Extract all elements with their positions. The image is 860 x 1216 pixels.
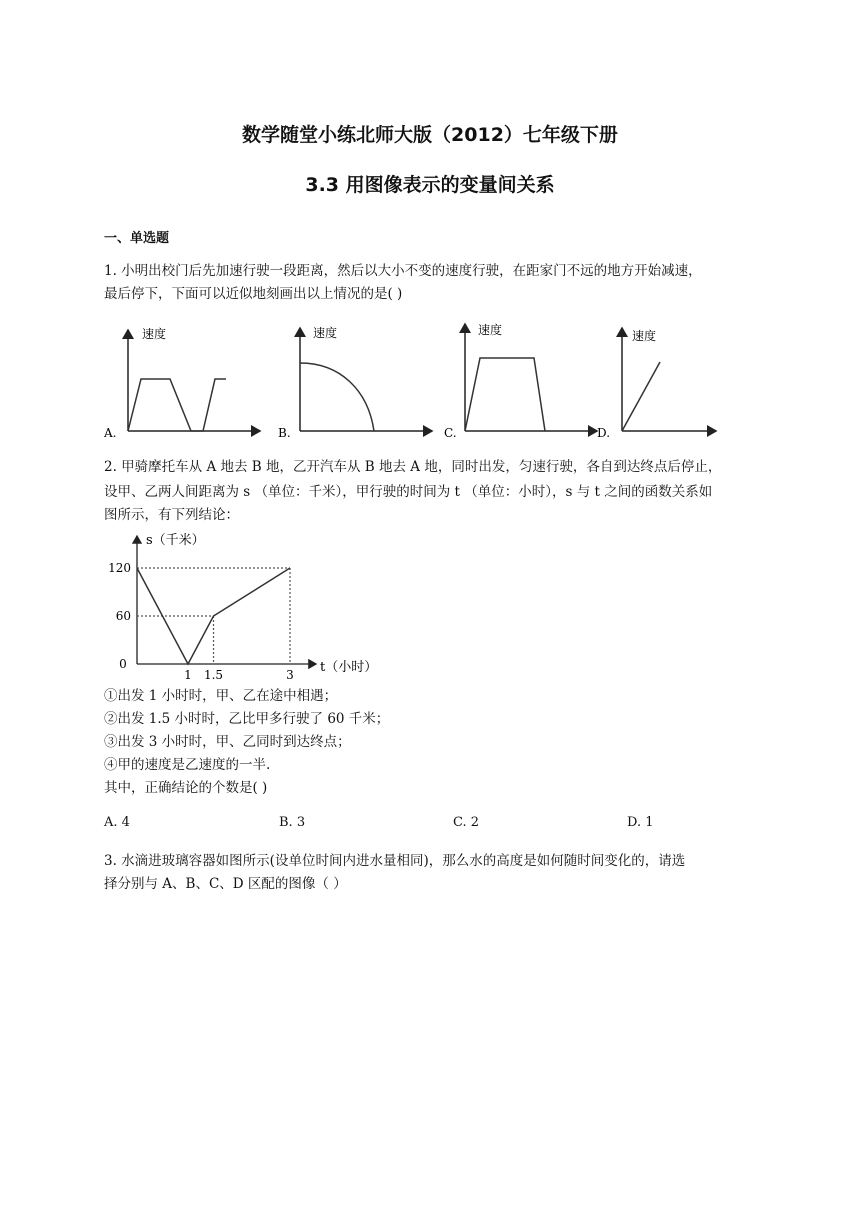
q2-text-line3: 图所示，有下列结论：: [104, 507, 239, 523]
q1-option-b: B.: [278, 426, 291, 440]
q1-graph-a: [103, 326, 260, 440]
q2-ytick-1: 60: [115, 609, 131, 623]
q2-text-line2: 设甲、乙两人间距离为 s （单位：千米），甲行驶的时间为 t （单位：小时），s 与 t 之间的函数关系如: [104, 484, 713, 500]
q2-text-line1: 2. 甲骑摩托车从 A 地去 B 地，乙开汽车从 B 地去 A 地，同时出发，匀速行驶，各自到达终点后停止，: [104, 459, 722, 475]
q2-option-d: D. 1: [627, 815, 654, 830]
q1-b-ylabel: 速度: [313, 326, 338, 340]
q2-option-a: A. 4: [104, 815, 130, 830]
q3-text-line1: 3. 水滴进玻璃容器如图所示(设单位时间内进水量相同)，那么水的高度是如何随时间变化的，请选: [104, 853, 686, 869]
q2-question: 其中，正确结论的个数是( ): [104, 780, 268, 796]
q2-xtick-0: 0: [119, 657, 127, 671]
q1-option-c: C.: [444, 426, 457, 440]
q2-xtick-2: 1.5: [203, 668, 224, 682]
q2-statement-3: ③出发 3 小时时，甲、乙同时到达终点；: [104, 734, 351, 750]
q1-d-ylabel: 速度: [632, 329, 657, 343]
q2-statement-4: ④甲的速度是乙速度的一半.: [104, 757, 271, 773]
q2-xtick-1: 1: [184, 668, 192, 682]
q1-text-line2: 最后停下，下面可以近似地刻画出以上情况的是( ): [104, 286, 403, 302]
q1-graph-d: [597, 328, 716, 440]
q2-option-c: C. 2: [453, 815, 480, 830]
q3-text-line2: 择分别与 A、B、C、D 区配的图像（ ）: [104, 876, 347, 892]
q2-xlabel: t（小时）: [320, 660, 378, 675]
q1-graphs: [100, 318, 740, 443]
q2-option-b: B. 3: [279, 815, 306, 830]
q1-c-ylabel: 速度: [478, 323, 503, 337]
q2-chart: [104, 528, 394, 683]
section-heading: 一、单选题: [104, 231, 170, 246]
page-subtitle: 3.3 用图像表示的变量间关系: [305, 174, 555, 196]
q2-ytick-0: 120: [108, 561, 131, 575]
q1-a-ylabel: 速度: [142, 327, 167, 341]
q1-graph-c: [444, 322, 597, 440]
q2-statement-1: ①出发 1 小时时，甲、乙在途中相遇；: [104, 688, 338, 704]
q1-graph-b: [278, 325, 432, 440]
q2-ylabel: s（千米）: [146, 533, 205, 548]
page-title: 数学随堂小练北师大版（2012）七年级下册: [242, 124, 618, 146]
q1-option-a: A.: [104, 426, 117, 440]
q2-xtick-3: 3: [286, 668, 294, 682]
q2-statement-2: ②出发 1.5 小时时，乙比甲多行驶了 60 千米；: [104, 711, 390, 727]
q1-option-d: D.: [597, 426, 611, 440]
q1-text-line1: 1. 小明出校门后先加速行驶一段距离，然后以大小不变的速度行驶，在距家门不远的地方开始减速，: [104, 263, 702, 279]
